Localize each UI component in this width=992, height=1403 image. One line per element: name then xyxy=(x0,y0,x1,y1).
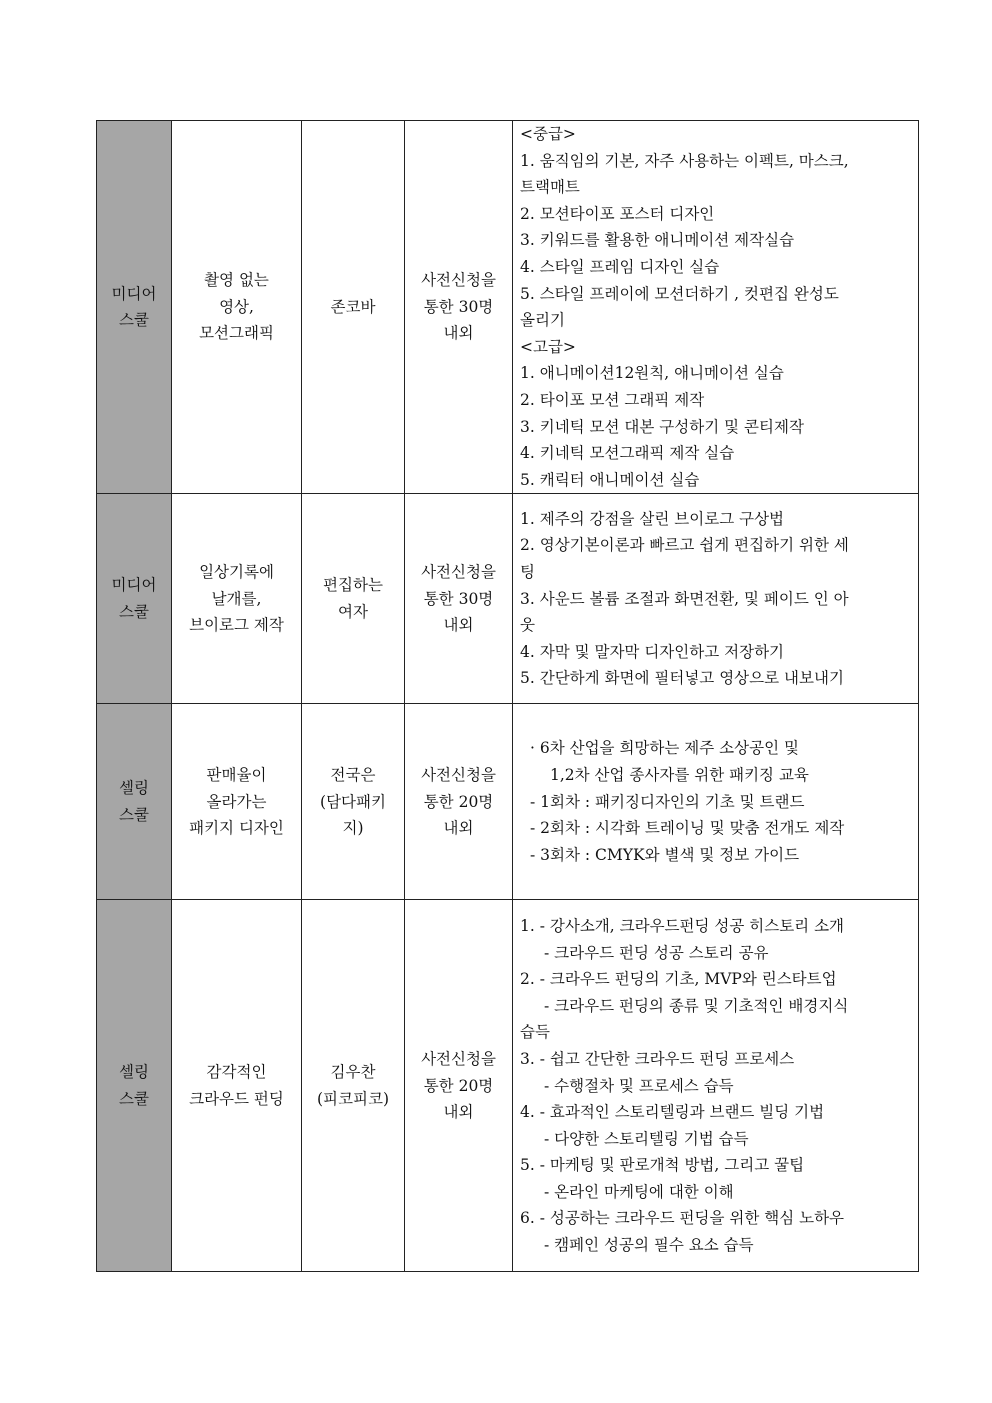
details-cell: 1. 제주의 강점을 살린 브이로그 구상법 2. 영상기본이론과 빠르고 쉽게 편집하기 위한 세 팅 3. 사운드 볼륨 조절과 화면전환, 및 페이드 인 아 웃 4. 자막 및 말자막 디자인하고 저장하기 5. 간단하게 화면에 필터넣고 영상으로 내보내기 xyxy=(513,494,919,704)
category-cell: 미디어 스쿨 xyxy=(97,121,172,494)
details-cell: · 6차 산업을 희망하는 제주 소상공인 및 1,2차 산업 종사자를 위한 패키징 교육 - 1회차 : 패키징디자인의 기초 및 트랜드 - 2회차 : 시각화 트레이닝 및 맞춤 전개도 제작 - 3회차 : CMYK와 별색 및 정보 가이드 xyxy=(513,704,919,900)
enrollment-cell: 사전신청을 통한 20명 내외 xyxy=(405,704,513,900)
course-cell: 일상기록에 날개를, 브이로그 제작 xyxy=(172,494,302,704)
instructor-cell: 편집하는 여자 xyxy=(302,494,405,704)
course-cell: 촬영 없는 영상, 모션그래픽 xyxy=(172,121,302,494)
course-cell: 감각적인 크라우드 펀딩 xyxy=(172,900,302,1272)
enrollment-cell: 사전신청을 통한 30명 내외 xyxy=(405,494,513,704)
table-row xyxy=(97,900,919,1272)
details-cell: <중급> 1. 움직임의 기본, 자주 사용하는 이펙트, 마스크, 트랙매트 2. 모션타이포 포스터 디자인 3. 키워드를 활용한 애니메이션 제작실습 4. 스타일 프레임 디자인 실습 5. 스타일 프레이에 모션더하기 , 컷편집 완성도 올리기 <고급> 1. 애니메이션12원칙, 애니메이션 실습 2. 타이포 모션 그래픽 제작 3. 키네틱 모션 대본 구성하기 및 콘티제작 4. 키네틱 모션그래픽 제작 실습 5. 캐릭터 애니메이션 실습 xyxy=(513,121,919,494)
table-row xyxy=(97,494,919,704)
program-table xyxy=(96,120,919,1272)
table-row xyxy=(97,121,919,494)
table-row xyxy=(97,704,919,900)
details-cell: 1. - 강사소개, 크라우드펀딩 성공 히스토리 소개 - 크라우드 펀딩 성공 스토리 공유 2. - 크라우드 펀딩의 기초, MVP와 린스타트업 - 크라우드 펀딩의 종류 및 기초적인 배경지식 습득 3. - 쉽고 간단한 크라우드 펀딩 프로세스 - 수행절차 및 프로세스 습득 4. - 효과적인 스토리텔링과 브랜드 빌딩 기법 - 다양한 스토리텔링 기법 습득 5. - 마케팅 및 판로개척 방법, 그리고 꿀팁 - 온라인 마케팅에 대한 이해 6. - 성공하는 크라우드 펀딩을 위한 핵심 노하우 - 캠페인 성공의 필수 요소 습득 xyxy=(513,900,919,1272)
category-cell: 셀링 스쿨 xyxy=(97,900,172,1272)
enrollment-cell: 사전신청을 통한 30명 내외 xyxy=(405,121,513,494)
instructor-cell: 존코바 xyxy=(302,121,405,494)
course-cell: 판매율이 올라가는 패키지 디자인 xyxy=(172,704,302,900)
instructor-cell: 전국은 (담다패키 지) xyxy=(302,704,405,900)
instructor-cell: 김우찬 (피코피코) xyxy=(302,900,405,1272)
category-cell: 미디어 스쿨 xyxy=(97,494,172,704)
category-cell: 셀링 스쿨 xyxy=(97,704,172,900)
enrollment-cell: 사전신청을 통한 20명 내외 xyxy=(405,900,513,1272)
